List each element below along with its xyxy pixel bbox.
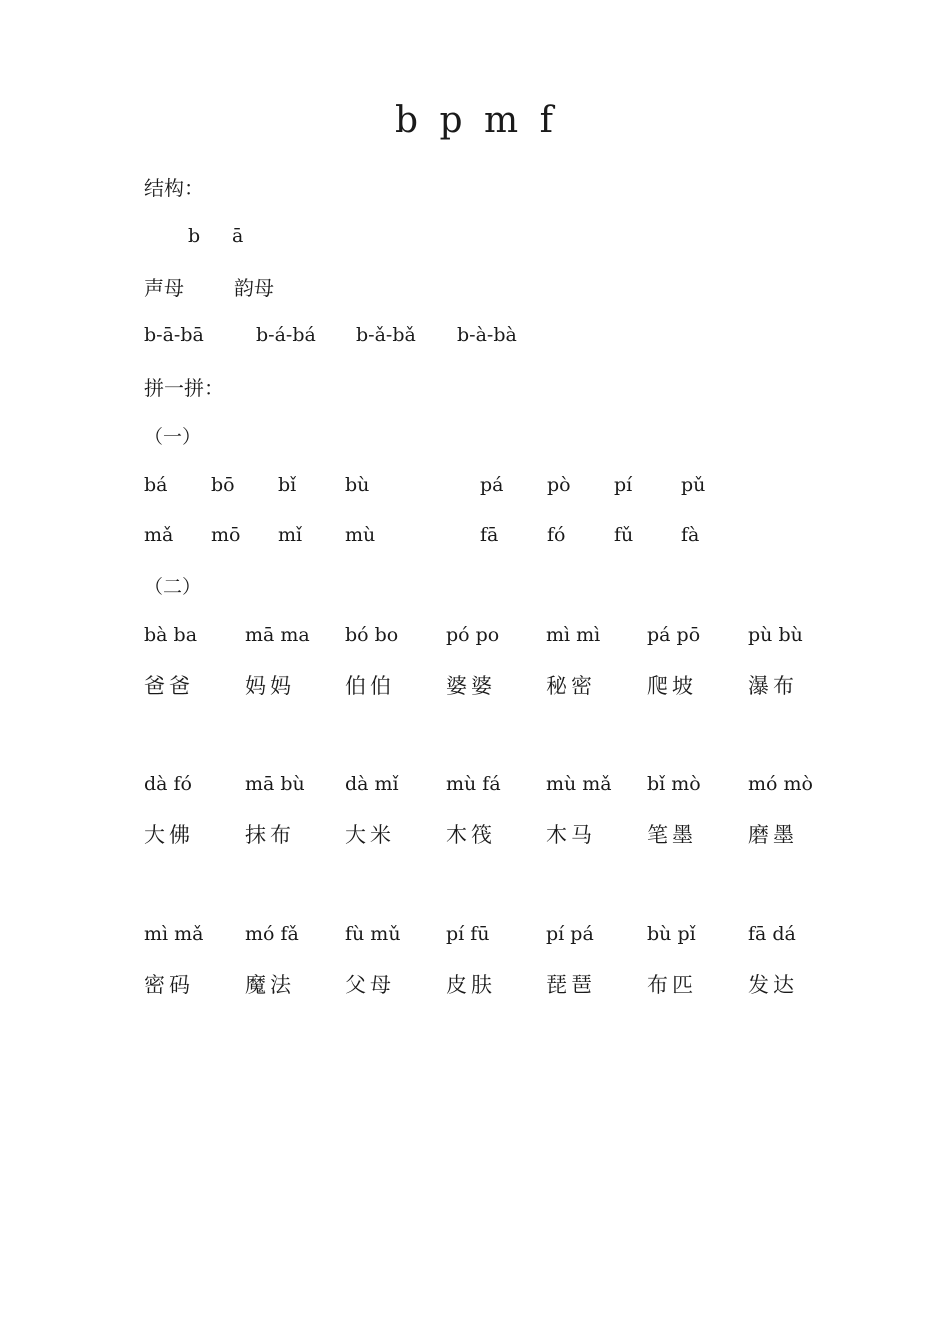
example-final: ā <box>232 225 244 247</box>
word-pinyin: mì mì <box>546 624 601 646</box>
syllable: bō <box>211 474 235 496</box>
word-hanzi: 大佛 <box>144 823 194 847</box>
part2-label: （二） <box>144 576 202 598</box>
word-pinyin: mù fá <box>446 773 501 795</box>
final-label: 韵母 <box>234 276 274 300</box>
word-pinyin: bó bo <box>345 624 399 646</box>
word-pinyin: mó fǎ <box>245 923 299 945</box>
syllable: bù <box>345 474 370 496</box>
word-pinyin: pá pō <box>647 624 701 646</box>
word-hanzi: 笔墨 <box>647 823 697 847</box>
syllable: fó <box>547 524 566 546</box>
word-pinyin: pó po <box>446 624 500 646</box>
word-hanzi: 瀑布 <box>748 674 798 698</box>
word-pinyin: fā dá <box>748 923 796 945</box>
word-pinyin: pí pá <box>546 923 594 945</box>
syllable: pá <box>480 474 504 496</box>
tone-combo: b-à-bà <box>457 324 517 346</box>
word-pinyin: pí fū <box>446 923 490 945</box>
word-hanzi: 密码 <box>144 973 194 997</box>
word-hanzi: 魔法 <box>245 973 295 997</box>
syllable: fā <box>480 524 499 546</box>
word-hanzi: 父母 <box>345 973 395 997</box>
word-pinyin: pù bù <box>748 624 803 646</box>
word-hanzi: 爸爸 <box>144 674 194 698</box>
initial-label: 声母 <box>144 276 184 300</box>
structure-label: 结构： <box>144 176 204 200</box>
word-pinyin: dà fó <box>144 773 193 795</box>
word-pinyin: fù mǔ <box>345 923 401 945</box>
word-hanzi: 木马 <box>546 823 596 847</box>
word-pinyin: mā ma <box>245 624 310 646</box>
word-hanzi: 大米 <box>345 823 395 847</box>
tone-combo: b-á-bá <box>256 324 316 346</box>
syllable: pò <box>547 474 571 496</box>
word-hanzi: 布匹 <box>647 973 697 997</box>
practice-label: 拼一拼： <box>144 376 224 400</box>
word-hanzi: 婆婆 <box>446 674 496 698</box>
page-title: b p m f <box>395 100 555 141</box>
word-hanzi: 琵琶 <box>546 973 596 997</box>
syllable: pí <box>614 474 633 496</box>
word-pinyin: mó mò <box>748 773 813 795</box>
tone-combo: b-ā-bā <box>144 324 204 346</box>
part1-label: （一） <box>144 426 202 448</box>
syllable: mǐ <box>278 524 303 546</box>
word-pinyin: bù pǐ <box>647 923 696 945</box>
word-hanzi: 妈妈 <box>245 674 295 698</box>
example-initial: b <box>188 225 201 247</box>
syllable: pǔ <box>681 474 706 496</box>
syllable: bǐ <box>278 474 297 496</box>
word-hanzi: 磨墨 <box>748 823 798 847</box>
word-hanzi: 爬坡 <box>647 674 697 698</box>
syllable: bá <box>144 474 168 496</box>
word-hanzi: 伯伯 <box>345 674 395 698</box>
word-hanzi: 皮肤 <box>446 973 496 997</box>
word-pinyin: mā bù <box>245 773 305 795</box>
word-pinyin: bǐ mò <box>647 773 701 795</box>
syllable: fà <box>681 524 700 546</box>
tone-combo: b-ǎ-bǎ <box>356 324 416 346</box>
word-pinyin: dà mǐ <box>345 773 399 795</box>
word-pinyin: mì mǎ <box>144 923 204 945</box>
word-pinyin: bà ba <box>144 624 198 646</box>
word-pinyin: mù mǎ <box>546 773 612 795</box>
word-hanzi: 发达 <box>748 973 798 997</box>
word-hanzi: 秘密 <box>546 674 596 698</box>
word-hanzi: 木筏 <box>446 823 496 847</box>
syllable: mō <box>211 524 241 546</box>
word-hanzi: 抹布 <box>245 823 295 847</box>
syllable: mù <box>345 524 376 546</box>
syllable: mǎ <box>144 524 174 546</box>
syllable: fǔ <box>614 524 634 546</box>
